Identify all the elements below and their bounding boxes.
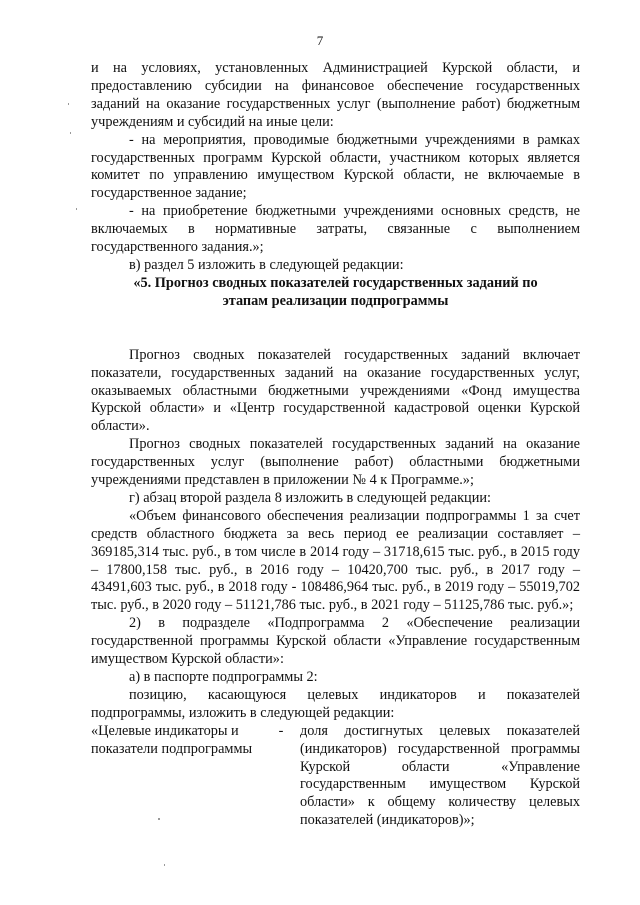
indicators-label: «Целевые индикаторы и показатели подпрограммы [91, 722, 253, 757]
indicators-table [91, 723, 580, 830]
paragraph-indicators-position: позицию, касающуюся целевых индикаторов и показателей подпрограммы, изложить в следующей редакции: [91, 686, 580, 721]
scan-speck [68, 103, 69, 105]
page-number: 7 [316, 33, 324, 48]
document-body [91, 60, 580, 830]
paragraph-passport: а) в паспорте подпрограммы 2: [129, 669, 318, 685]
scan-speck [70, 132, 71, 134]
section-heading-line-2: этапам реализации подпрограммы [222, 292, 449, 309]
indicators-value: доля достигнутых целевых показателей (индикаторов) государственной программы Курской области «Управление государственным имуществом Курской области» к общему количеству целевых показателей (индикаторов)»; [300, 722, 580, 829]
indicators-dash: - [278, 722, 284, 739]
paragraph-forecast-indicators: Прогноз сводных показателей государственных заданий включает показатели, государственных заданий на оказание государственных услуг, оказываемых областными бюджетными учреждениями «Фонд имущества Курской области» и «Центр государственной кадастровой оценки Курской области». [91, 346, 580, 435]
paragraph-section5-intro: в) раздел 5 изложить в следующей редакции: [129, 256, 404, 273]
paragraph-funding-volume: «Объем финансового обеспечения реализации подпрограммы 1 за счет средств областного бюджета за весь период ее реализации составляет – 369185,314 тыс. руб., в том числе в 2014 году – 31718,615 тыс. руб., в 2015 году – 17800,158 тыс. руб., в 2016 году – 10420,700 тыс. руб., в 2017 году – 43491,603 тыс. руб., в 2018 году - 108486,964 тыс. руб., в 2019 году – 55019,702 тыс. руб., в 2020 году – 51121,786 тыс. руб., в 2021 году – 51125,786 тыс. руб.»; [91, 507, 580, 614]
paragraph-subprogram2: 2) в подразделе «Подпрограмма 2 «Обеспечение реализации государственной программы Курской области «Управление государственным имуществом Курской области»: [91, 615, 580, 668]
paragraph-section8-intro: г) абзац второй раздела 8 изложить в следующей редакции: [129, 489, 491, 506]
scan-speck [158, 818, 160, 820]
paragraph-events-subsidy: - на мероприятия, проводимые бюджетными учреждениями в рамках государственных программ Курской области, участником которых является комитет по управлению имуществом Курской области, не включаемые в государственное задание; [91, 131, 580, 202]
paragraph-fixed-assets-subsidy: - на приобретение бюджетными учреждениями основных средств, не включаемых в нормативные затраты, связанные с выполнением государственного задания.»; [91, 203, 580, 256]
scan-speck [164, 864, 165, 866]
paragraph-conditions: и на условиях, установленных Администрацией Курской области, и предоставлению субсидии на финансовое обеспечение государственных заданий на оказание государственных услуг (выполнение работ) бюджетным учреждениям и субсидий на иные цели: [91, 60, 580, 130]
heading-spacer [91, 311, 580, 347]
paragraph-forecast-appendix: Прогноз сводных показателей государственных заданий на оказание государственных услуг (выполнение работ) областными бюджетными учреждениями представлен в приложении № 4 к Программе.»; [91, 436, 580, 489]
section-heading-line-1: «5. Прогноз сводных показателей государственных заданий по [133, 274, 538, 291]
scan-speck [76, 208, 77, 210]
